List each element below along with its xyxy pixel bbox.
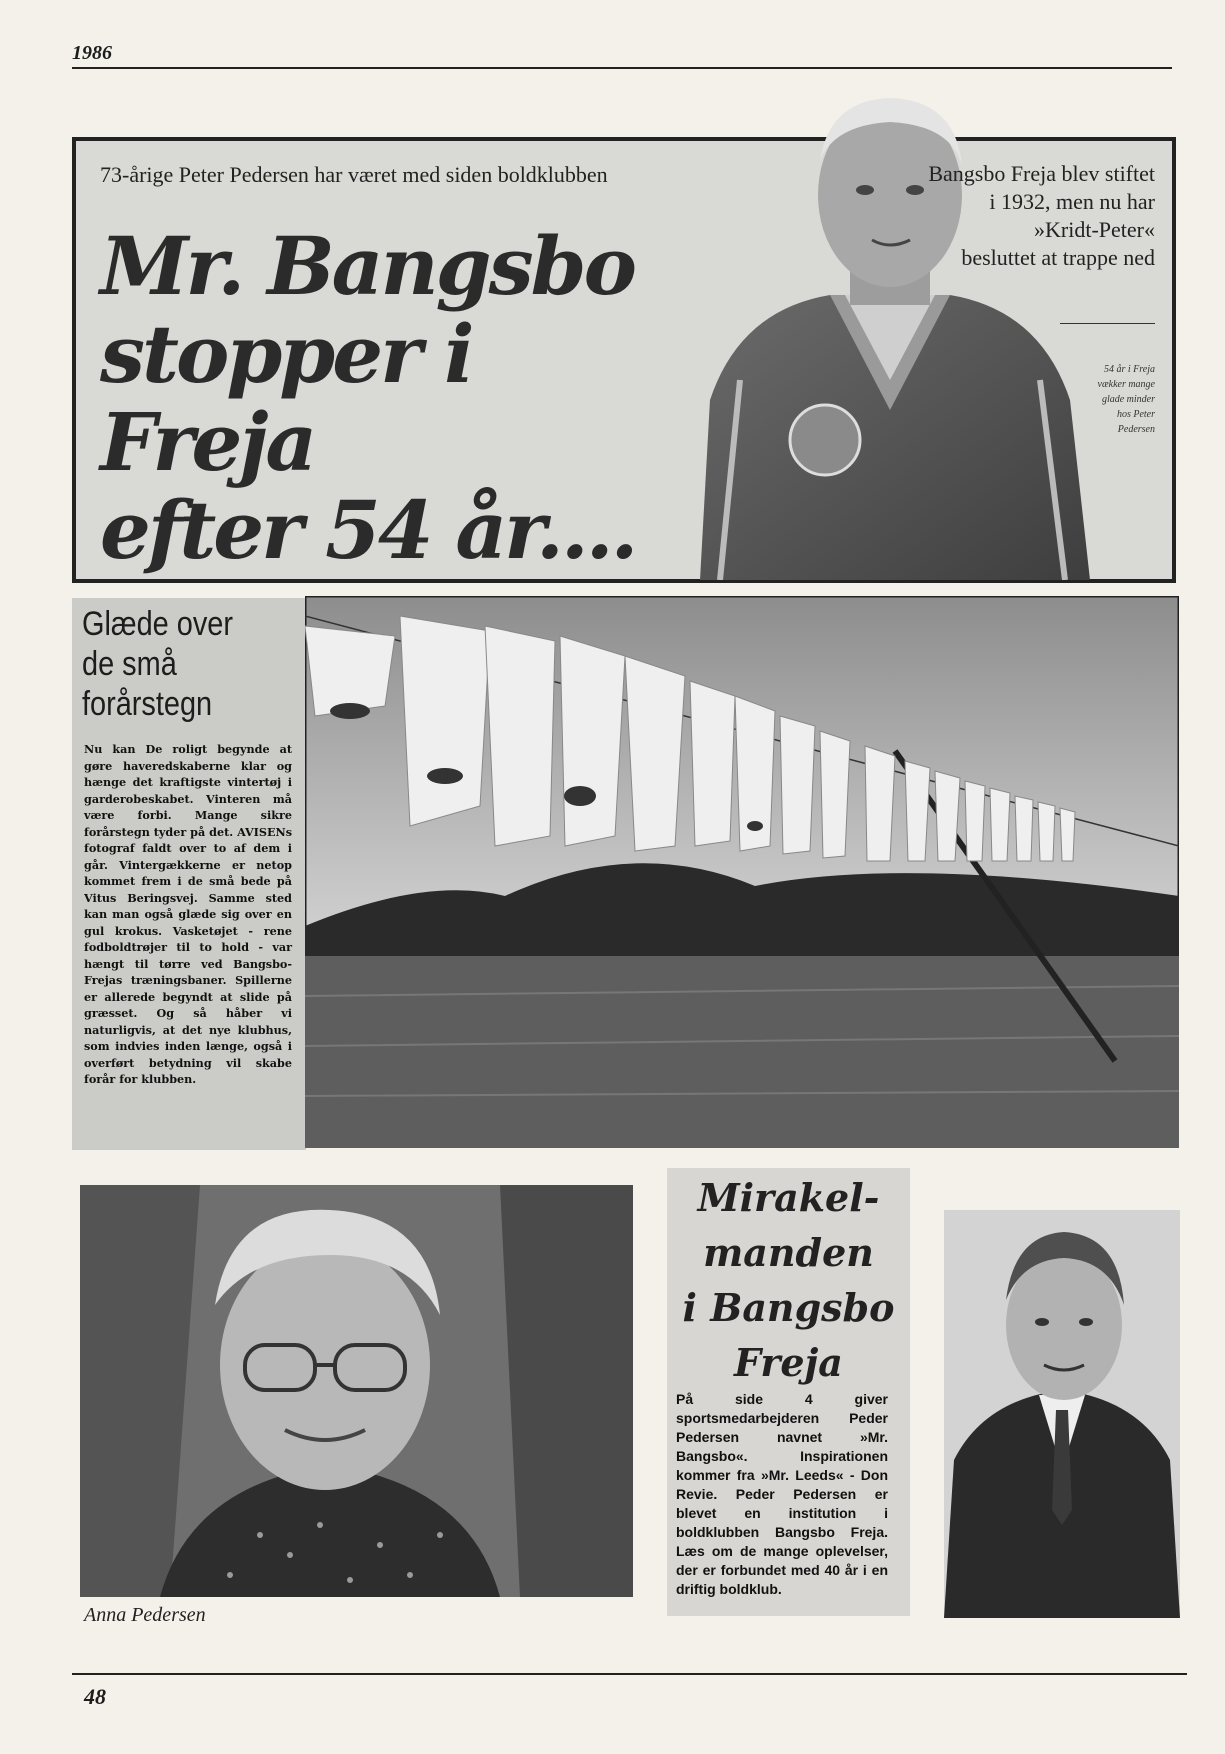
caption-line: glade minder	[1101, 394, 1155, 405]
footer-rule	[72, 1673, 1187, 1675]
caption-line: 54 år i Freja	[1103, 364, 1155, 375]
title-line: Glæde over	[82, 605, 233, 643]
caption-rule	[1060, 323, 1155, 324]
intro-line: Bangsbo Freja blev stiftet	[928, 161, 1155, 186]
spring-article-body: Nu kan De roligt begynde at gøre haveredskaberne klar og hænge det kraftigste vintertøj i garderobeskabet. Vinteren må være forbi. Mange sikre forårstegn tyder på det. AVISENs fotograf faldt over to af dem i går. Vintergækkerne er netop kommet frem i de små bede på Vitus Beringsvej. Samme sted kan man også glæde sig over en gul krokus. Vasketøjet - rene fodboldtrøjer til to hold - var hængt til tørre ved Bangsbo-Frejas træningsbaner. Spillerne er allerede begyndt at slide på græsset. Og så håber vi naturligvis, at det nye klubhus, som indvies inden længe, også i overført betydning vil skabe forår for klubben.	[84, 742, 292, 1086]
title-line: Mirakel-	[697, 1175, 880, 1220]
caption-line: hos Peter	[1116, 409, 1155, 420]
anna-pedersen-photo	[80, 1185, 633, 1597]
caption-line: Pedersen	[1117, 424, 1155, 435]
mirakel-article-title	[667, 1170, 910, 1390]
intro-line: »Kridt-Peter«	[1034, 217, 1155, 242]
headline-line: Mr. Bangsbo	[100, 219, 634, 313]
article-headline	[100, 219, 700, 577]
article-kicker: 73-årige Peter Pedersen har været med siden boldklubben	[100, 162, 608, 187]
header-rule	[72, 67, 1172, 69]
anna-photo-caption: Anna Pedersen	[84, 1604, 206, 1626]
title-line: manden	[703, 1230, 874, 1275]
title-line: Freja	[734, 1340, 843, 1385]
title-line: i Bangsbo	[682, 1285, 895, 1330]
spring-article-title	[82, 604, 269, 724]
mirakel-article-body: På side 4 giver sportsmedarbejderen Peder Pedersen navnet »Mr. Bangsbo«. Inspirationen kommer fra »Mr. Leeds« - Don Revie. Peder Pedersen er blevet en institution i boldklubben Bangsbo Freja. Læs om de mange oplevelser, der er forbundet med 40 år i en driftig boldklub.	[676, 1391, 888, 1597]
page-year: 1986	[72, 42, 112, 64]
headline-line: efter 54 år....	[100, 483, 636, 577]
intro-line: besluttet at trappe ned	[961, 245, 1155, 270]
peter-pedersen-photo	[680, 80, 1100, 580]
headline-line: stopper i Freja	[100, 307, 472, 489]
laundry-photo	[305, 596, 1179, 1148]
photo-caption	[1040, 362, 1155, 437]
article-intro	[860, 160, 1155, 272]
title-line: de små	[82, 645, 177, 683]
peder-pedersen-photo	[944, 1210, 1180, 1618]
intro-line: i 1932, men nu har	[989, 189, 1155, 214]
title-line: forårstegn	[82, 685, 213, 723]
page-number: 48	[84, 1684, 106, 1709]
caption-line: vækker mange	[1097, 379, 1155, 390]
